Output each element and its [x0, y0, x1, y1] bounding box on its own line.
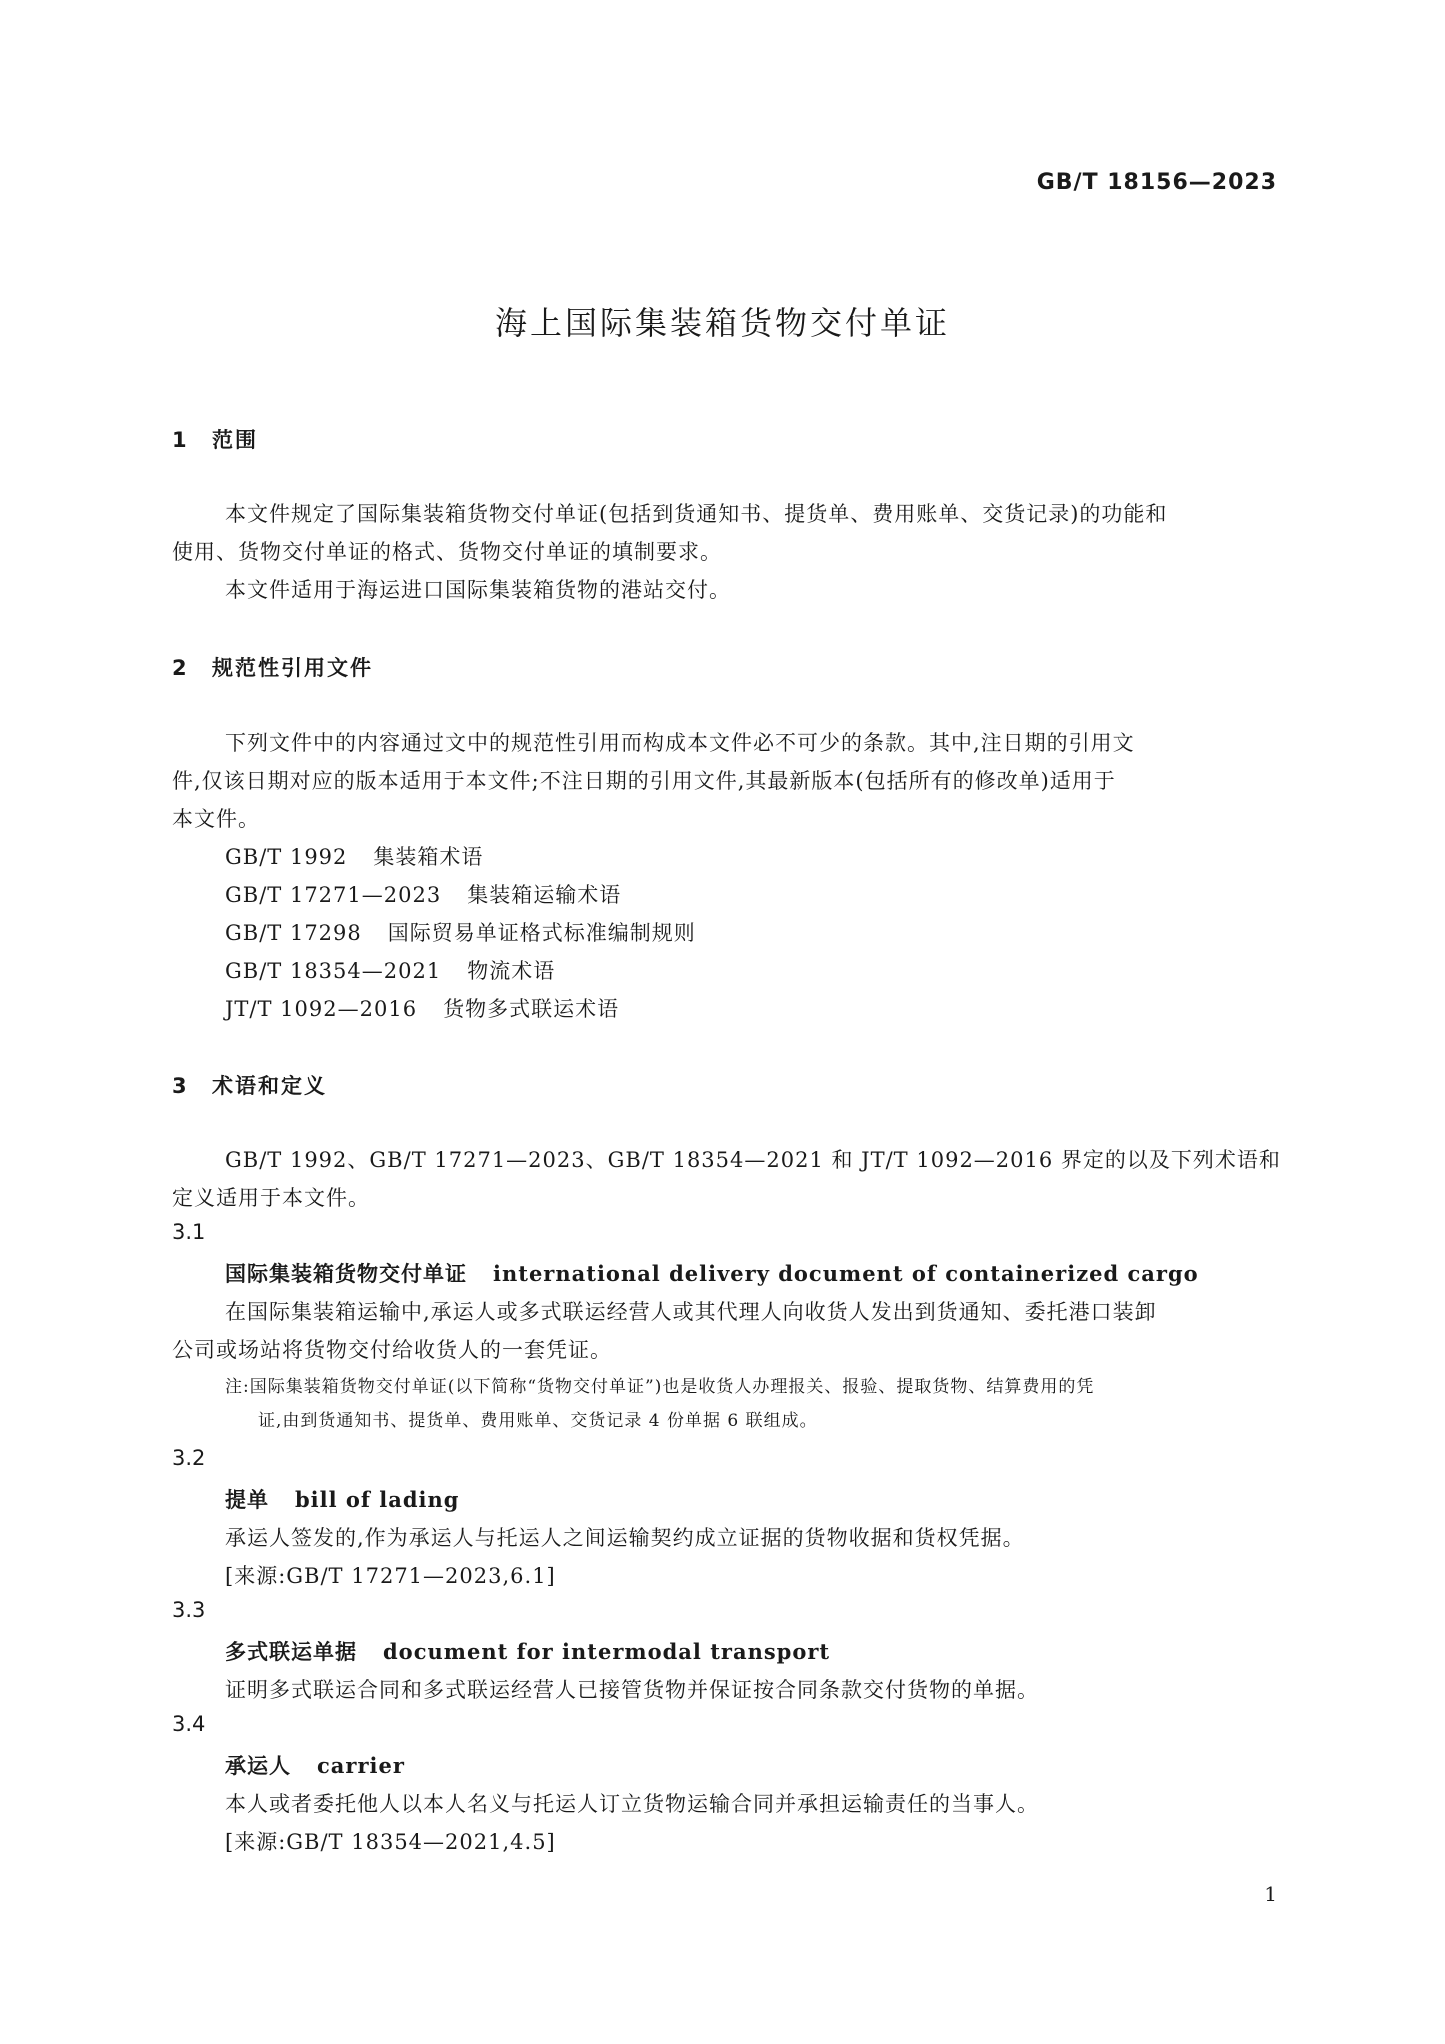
term-source: [来源:GB/T 18354—2021,4.5] [225, 1830, 556, 1854]
document-title: 海上国际集装箱货物交付单证 [494, 304, 950, 342]
term-english: bill of lading [295, 1487, 460, 1512]
section-title: 术语和定义 [212, 1074, 327, 1098]
section-heading-2 [172, 652, 373, 682]
note-line: 证,由到货通知书、提货单、费用账单、交货记录 4 份单据 6 联组成。 [258, 1411, 818, 1431]
reference-code: GB/T 17271—2023 [225, 883, 442, 907]
term-english: document for intermodal transport [383, 1639, 831, 1664]
reference-code: GB/T 17298 [225, 921, 362, 945]
paragraph-line: 定义适用于本文件。 [172, 1186, 370, 1210]
term-entry [225, 1636, 830, 1666]
term-chinese: 提单 [225, 1488, 269, 1512]
paragraph-line: 件,仅该日期对应的版本适用于本文件;不注日期的引用文件,其最新版本(包括所有的修改单)适用于 [172, 769, 1116, 793]
section-title: 规范性引用文件 [212, 656, 373, 680]
paragraph-line: 本文件规定了国际集装箱货物交付单证(包括到货通知书、提货单、费用账单、交货记录)的功能和 [225, 502, 1168, 526]
paragraph-line: GB/T 1992、GB/T 17271—2023、GB/T 18354—2021 和 JT/T 1092—2016 界定的以及下列术语和 [225, 1148, 1281, 1172]
reference-title: 集装箱运输术语 [467, 883, 622, 907]
term-number: 3.1 [172, 1220, 206, 1244]
section-heading-3 [172, 1070, 327, 1100]
section-number: 1 [172, 428, 189, 452]
reference-code: JT/T 1092—2016 [225, 997, 418, 1021]
reference-item [225, 879, 621, 909]
reference-title: 国际贸易单证格式标准编制规则 [387, 921, 696, 945]
reference-item [225, 841, 483, 871]
section-number: 2 [172, 656, 189, 680]
reference-code: GB/T 1992 [225, 845, 348, 869]
definition-line: 本人或者委托他人以本人名义与托运人订立货物运输合同并承担运输责任的当事人。 [225, 1792, 1039, 1816]
term-number: 3.4 [172, 1712, 206, 1736]
term-number: 3.2 [172, 1446, 206, 1470]
term-chinese: 国际集装箱货物交付单证 [225, 1262, 467, 1286]
definition-line: 证明多式联运合同和多式联运经营人已接管货物并保证按合同条款交付货物的单据。 [225, 1678, 1039, 1702]
definition-line: 承运人签发的,作为承运人与托运人之间运输契约成立证据的货物收据和货权凭据。 [225, 1526, 1025, 1550]
reference-item [225, 993, 619, 1023]
page-number: 1 [1264, 1882, 1277, 1906]
term-chinese: 多式联运单据 [225, 1640, 357, 1664]
note-line: 注:国际集装箱货物交付单证(以下简称“货物交付单证”)也是收货人办理报关、报验、提取货物、结算费用的凭 [225, 1377, 1095, 1397]
paragraph-line: 使用、货物交付单证的格式、货物交付单证的填制要求。 [172, 540, 722, 564]
term-number: 3.3 [172, 1598, 206, 1622]
section-number: 3 [172, 1074, 189, 1098]
definition-line: 公司或场站将货物交付给收货人的一套凭证。 [172, 1338, 612, 1362]
section-heading-1 [172, 424, 258, 454]
reference-title: 物流术语 [467, 959, 556, 983]
reference-code: GB/T 18354—2021 [225, 959, 442, 983]
reference-item [225, 917, 696, 947]
term-chinese: 承运人 [225, 1754, 291, 1778]
reference-item [225, 955, 555, 985]
term-english: carrier [317, 1753, 405, 1778]
paragraph-line: 下列文件中的内容通过文中的规范性引用而构成本文件必不可少的条款。其中,注日期的引用文 [225, 731, 1135, 755]
term-entry [225, 1750, 405, 1780]
section-title: 范围 [212, 428, 258, 452]
term-entry [225, 1258, 1199, 1288]
paragraph-line: 本文件。 [172, 807, 260, 831]
reference-title: 货物多式联运术语 [443, 997, 620, 1021]
term-source: [来源:GB/T 17271—2023,6.1] [225, 1564, 556, 1588]
definition-line: 在国际集装箱运输中,承运人或多式联运经营人或其代理人向收货人发出到货通知、委托港口装卸 [225, 1300, 1157, 1324]
reference-title: 集装箱术语 [373, 845, 484, 869]
term-english: international delivery document of containerized cargo [493, 1261, 1199, 1286]
term-entry [225, 1484, 459, 1514]
standard-number: GB/T 18156—2023 [1036, 170, 1277, 195]
paragraph-line: 本文件适用于海运进口国际集装箱货物的港站交付。 [225, 578, 731, 602]
